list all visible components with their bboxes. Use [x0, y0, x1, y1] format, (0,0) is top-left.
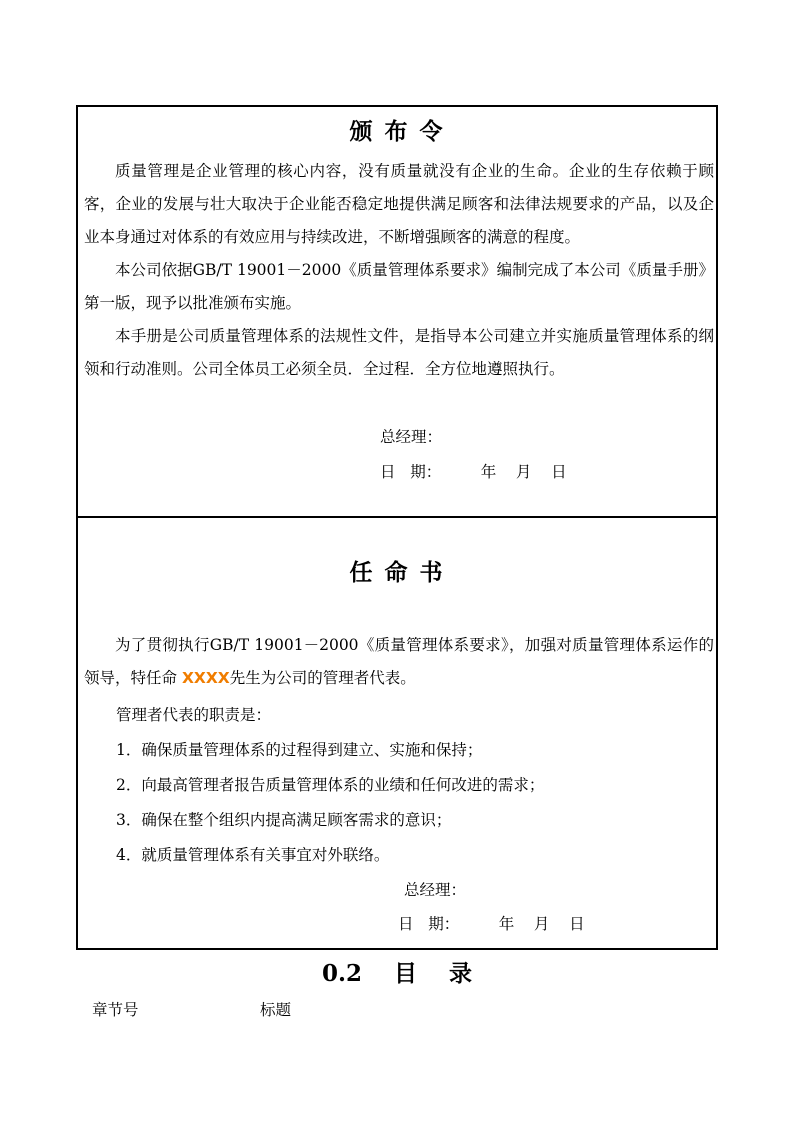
appointee-name: XXXX	[181, 669, 230, 687]
appointment-section	[76, 516, 718, 950]
appointment-date-label: 日 期： 年 月 日	[398, 915, 585, 933]
duty-item: 1．确保质量管理体系的过程得到建立、实施和保持；	[116, 741, 483, 759]
promulgation-date-label: 日 期： 年 月 日	[380, 463, 567, 481]
appointment-text-before: 为了贯彻执行GB/T 19001－2000《质量管理体系要求》，加强对质量管理体系运作的领导，特任命	[84, 636, 714, 687]
promulgation-manager-label: 总经理：	[380, 428, 443, 446]
promulgation-title: 颁 布 令	[349, 118, 445, 145]
appointment-title: 任 命 书	[349, 559, 445, 586]
duty-item: 4．就质量管理体系有关事宜对外联络。	[116, 846, 390, 864]
promulgation-paragraph-3: 本手册是公司质量管理体系的法规性文件，是指导本公司建立并实施质量管理体系的纲领和行动准则。公司全体员工必须全员．全过程．全方位地遵照执行。	[84, 327, 714, 378]
appointment-text-after: 先生为公司的管理者代表。	[229, 669, 416, 687]
duties-intro: 管理者代表的职责是：	[116, 706, 272, 724]
toc-column-chapter: 章节号	[92, 1001, 139, 1019]
toc-column-title: 标题	[260, 1001, 292, 1019]
promulgation-paragraph-2: 本公司依据GB/T 19001－2000《质量管理体系要求》编制完成了本公司《质量手册》第一版，现予以批准颁布实施。	[84, 261, 714, 312]
duty-item: 3．确保在整个组织内提高满足顾客需求的意识；	[116, 811, 452, 829]
promulgation-section	[76, 105, 718, 518]
toc-title: 0.2 目 录	[321, 960, 473, 987]
promulgation-paragraph-1: 质量管理是企业管理的核心内容，没有质量就没有企业的生命。企业的生存依赖于顾客，企业的发展与壮大取决于企业能否稳定地提供满足顾客和法律法规要求的产品，以及企业本身通过对体系的有效应用与持续改进，不断增强顾客的满意的程度。	[84, 162, 714, 246]
appointment-paragraph	[84, 629, 714, 695]
appointment-manager-label: 总经理：	[404, 881, 467, 899]
duty-item: 2．向最高管理者报告质量管理体系的业绩和任何改进的需求；	[116, 776, 545, 794]
